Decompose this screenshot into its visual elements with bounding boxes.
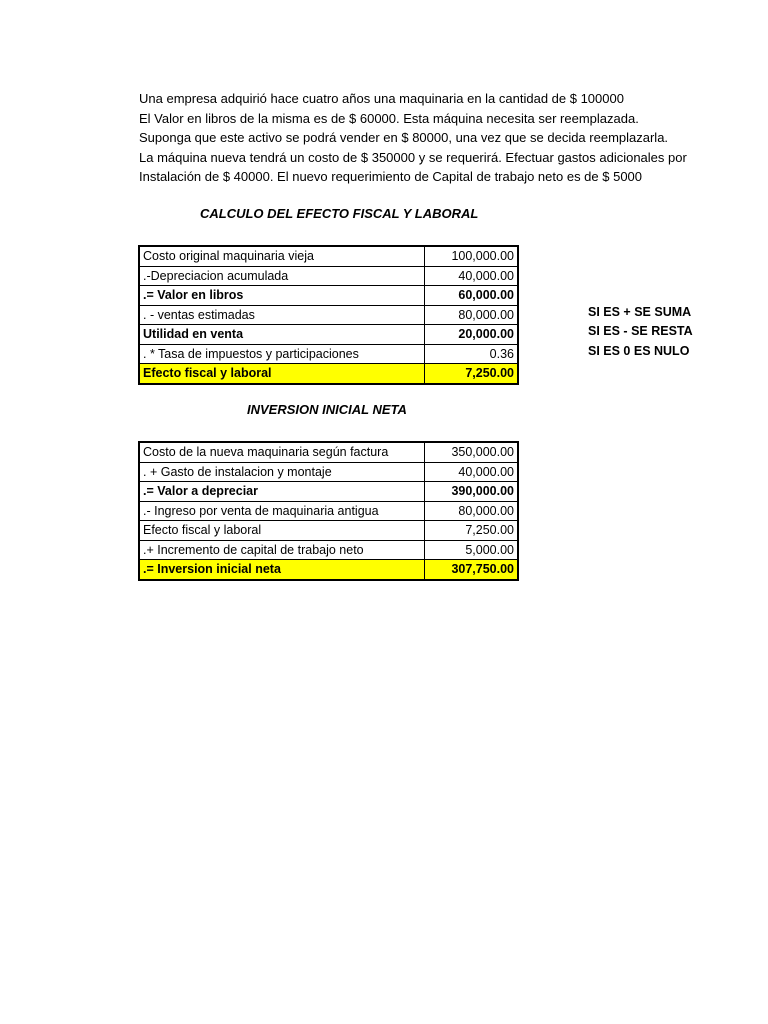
side-note: SI ES 0 ES NULO: [588, 344, 690, 358]
row-value: 5,000.00: [425, 540, 519, 560]
statement-line: Suponga que este activo se podrá vender en $ 80000, una vez que se decida reemplazarla.: [139, 130, 669, 146]
row-value: 80,000.00: [425, 501, 519, 521]
problem-statement: [139, 89, 687, 187]
section-title-inversion: INVERSION INICIAL NETA: [247, 402, 407, 417]
table-row: [139, 325, 518, 345]
statement-line: El Valor en libros de la misma es de $ 60000. Esta máquina necesita ser reemplazada.: [139, 110, 639, 126]
table-row: [139, 266, 518, 286]
row-value: 40,000.00: [425, 266, 519, 286]
table-row-highlighted: [139, 560, 518, 580]
table-row: [139, 462, 518, 482]
row-value: 350,000.00: [425, 442, 519, 462]
row-label: Costo original maquinaria vieja: [139, 246, 425, 266]
row-value: 80,000.00: [425, 305, 519, 325]
table-row: [139, 540, 518, 560]
row-label: Utilidad en venta: [139, 325, 425, 345]
row-label: .= Valor en libros: [139, 286, 425, 306]
table-row-highlighted: [139, 364, 518, 384]
statement-line: Instalación de $ 40000. El nuevo requerimiento de Capital de trabajo neto es de $ 5000: [139, 169, 643, 185]
table-row: [139, 482, 518, 502]
table-row: [139, 305, 518, 325]
row-label: .= Valor a depreciar: [139, 482, 425, 502]
row-label: Efecto fiscal y laboral: [139, 364, 425, 384]
row-label: .-Depreciacion acumulada: [139, 266, 425, 286]
row-label: .= Inversion inicial neta: [139, 560, 425, 580]
row-value: 7,250.00: [425, 521, 519, 541]
table-row: [139, 501, 518, 521]
row-value: 390,000.00: [425, 482, 519, 502]
row-label: Efecto fiscal y laboral: [139, 521, 425, 541]
table-row: [139, 442, 518, 462]
row-label: . + Gasto de instalacion y montaje: [139, 462, 425, 482]
statement-line: La máquina nueva tendrá un costo de $ 350000 y se requerirá. Efectuar gastos adicionales por: [139, 149, 687, 165]
table-row: [139, 521, 518, 541]
row-value: 40,000.00: [425, 462, 519, 482]
row-value: 100,000.00: [425, 246, 519, 266]
statement-line: Una empresa adquirió hace cuatro años una maquinaria en la cantidad de $ 100000: [139, 91, 624, 106]
row-value: 0.36: [425, 344, 519, 364]
tax-effect-table: [138, 245, 519, 385]
table-row: [139, 246, 518, 266]
row-label: . * Tasa de impuestos y participaciones: [139, 344, 425, 364]
row-label: Costo de la nueva maquinaria según factura: [139, 442, 425, 462]
row-value: 60,000.00: [425, 286, 519, 306]
table-row: [139, 344, 518, 364]
row-value: 307,750.00: [425, 560, 519, 580]
row-value: 7,250.00: [425, 364, 519, 384]
row-label: . - ventas estimadas: [139, 305, 425, 325]
section-title-efecto-fiscal: CALCULO DEL EFECTO FISCAL Y LABORAL: [200, 206, 479, 221]
net-investment-table: [138, 441, 519, 581]
row-label: .- Ingreso por venta de maquinaria antigua: [139, 501, 425, 521]
side-note: SI ES + SE SUMA: [588, 305, 692, 319]
side-note: SI ES - SE RESTA: [588, 324, 693, 338]
row-value: 20,000.00: [425, 325, 519, 345]
row-label: .+ Incremento de capital de trabajo neto: [139, 540, 425, 560]
table-row: [139, 286, 518, 306]
